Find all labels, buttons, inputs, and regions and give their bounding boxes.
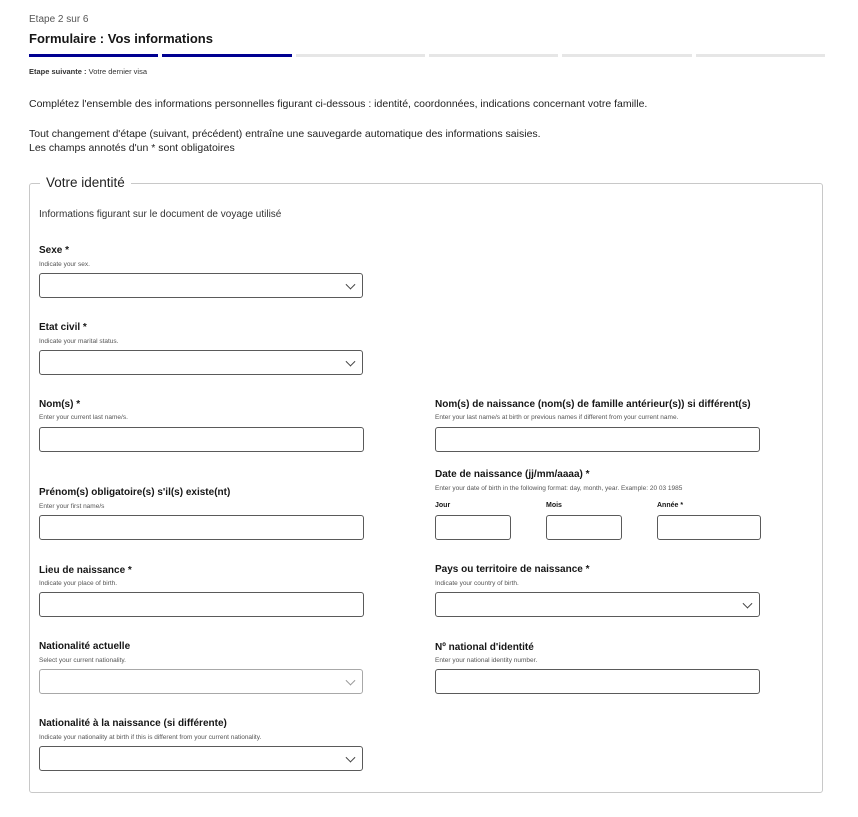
etat-civil-hint: Indicate your marital status. xyxy=(39,338,119,345)
prenoms-input[interactable] xyxy=(39,515,364,540)
mois-input[interactable] xyxy=(546,515,622,540)
progress-step-3 xyxy=(296,54,425,57)
progress-step-6 xyxy=(696,54,825,57)
sexe-select[interactable] xyxy=(39,273,363,298)
required-notice: Les champs annotés d'un * sont obligatoires xyxy=(29,142,235,154)
nationalite-naissance-label: Nationalité à la naissance (si différente) xyxy=(39,718,227,729)
date-naissance-hint: Enter your date of birth in the following format: day, month, year. Example: 20 03 1985 xyxy=(435,485,683,492)
etat-civil-label: Etat civil * xyxy=(39,322,87,333)
nationalite-naissance-select[interactable] xyxy=(39,746,363,771)
nationalite-select[interactable] xyxy=(39,669,363,694)
chevron-down-icon xyxy=(346,675,356,685)
pays-naissance-hint: Indicate your country of birth. xyxy=(435,580,519,587)
next-step-label: Etape suivante : xyxy=(29,67,87,76)
etat-civil-select[interactable] xyxy=(39,350,363,375)
noms-input[interactable] xyxy=(39,427,364,452)
prenoms-hint: Enter your first name/s xyxy=(39,503,105,510)
progress-step-1 xyxy=(29,54,158,57)
next-step-text xyxy=(29,67,147,76)
annee-label: Année * xyxy=(657,502,684,509)
jour-input[interactable] xyxy=(435,515,511,540)
next-step-value: Votre dernier visa xyxy=(88,67,147,76)
step-indicator: Etape 2 sur 6 xyxy=(29,14,89,25)
numero-identite-input[interactable] xyxy=(435,669,760,694)
section-info: Informations figurant sur le document de voyage utilisé xyxy=(39,209,282,220)
numero-identite-hint: Enter your national identity number. xyxy=(435,657,538,664)
progress-step-4 xyxy=(429,54,558,57)
chevron-down-icon xyxy=(346,752,356,762)
progress-step-2 xyxy=(162,54,291,57)
noms-label: Nom(s) * xyxy=(39,399,81,410)
nationalite-naissance-hint: Indicate your nationality at birth if this is different from your current nationality. xyxy=(39,734,262,741)
chevron-down-icon xyxy=(346,356,356,366)
page-title: Formulaire : Vos informations xyxy=(29,31,213,46)
date-naissance-label: Date de naissance (jj/mm/aaaa) * xyxy=(435,469,590,480)
nom-naissance-hint: Enter your last name/s at birth or previous names if different from your current name. xyxy=(435,414,679,421)
progress-bar xyxy=(29,54,825,57)
nom-naissance-label: Nom(s) de naissance (nom(s) de famille antérieur(s)) si différent(s) xyxy=(435,399,751,410)
lieu-naissance-input[interactable] xyxy=(39,592,364,617)
pays-naissance-label: Pays ou territoire de naissance * xyxy=(435,564,590,575)
chevron-down-icon xyxy=(346,279,356,289)
chevron-down-icon xyxy=(743,598,753,608)
sexe-label: Sexe * xyxy=(39,245,70,256)
progress-step-5 xyxy=(562,54,691,57)
autosave-notice: Tout changement d'étape (suivant, précédent) entraîne une sauvegarde automatique des informations saisies. xyxy=(29,128,541,140)
pays-naissance-select[interactable] xyxy=(435,592,760,617)
section-legend: Votre identité xyxy=(40,175,131,190)
nationalite-hint: Select your current nationality. xyxy=(39,657,126,664)
annee-input[interactable] xyxy=(657,515,761,540)
lieu-naissance-hint: Indicate your place of birth. xyxy=(39,580,118,587)
lieu-naissance-label: Lieu de naissance * xyxy=(39,565,132,576)
jour-label: Jour xyxy=(435,502,451,509)
nationalite-label: Nationalité actuelle xyxy=(39,641,131,652)
prenoms-label: Prénom(s) obligatoire(s) s'il(s) existe(nt) xyxy=(39,487,231,498)
nom-naissance-input[interactable] xyxy=(435,427,760,452)
noms-hint: Enter your current last name/s. xyxy=(39,414,128,421)
sexe-hint: Indicate your sex. xyxy=(39,261,90,268)
mois-label: Mois xyxy=(546,502,562,509)
intro-text: Complétez l'ensemble des informations personnelles figurant ci-dessous : identité, coordonnées, indications concernant votre famille. xyxy=(29,98,648,110)
numero-identite-label: Nº national d'identité xyxy=(435,642,534,653)
